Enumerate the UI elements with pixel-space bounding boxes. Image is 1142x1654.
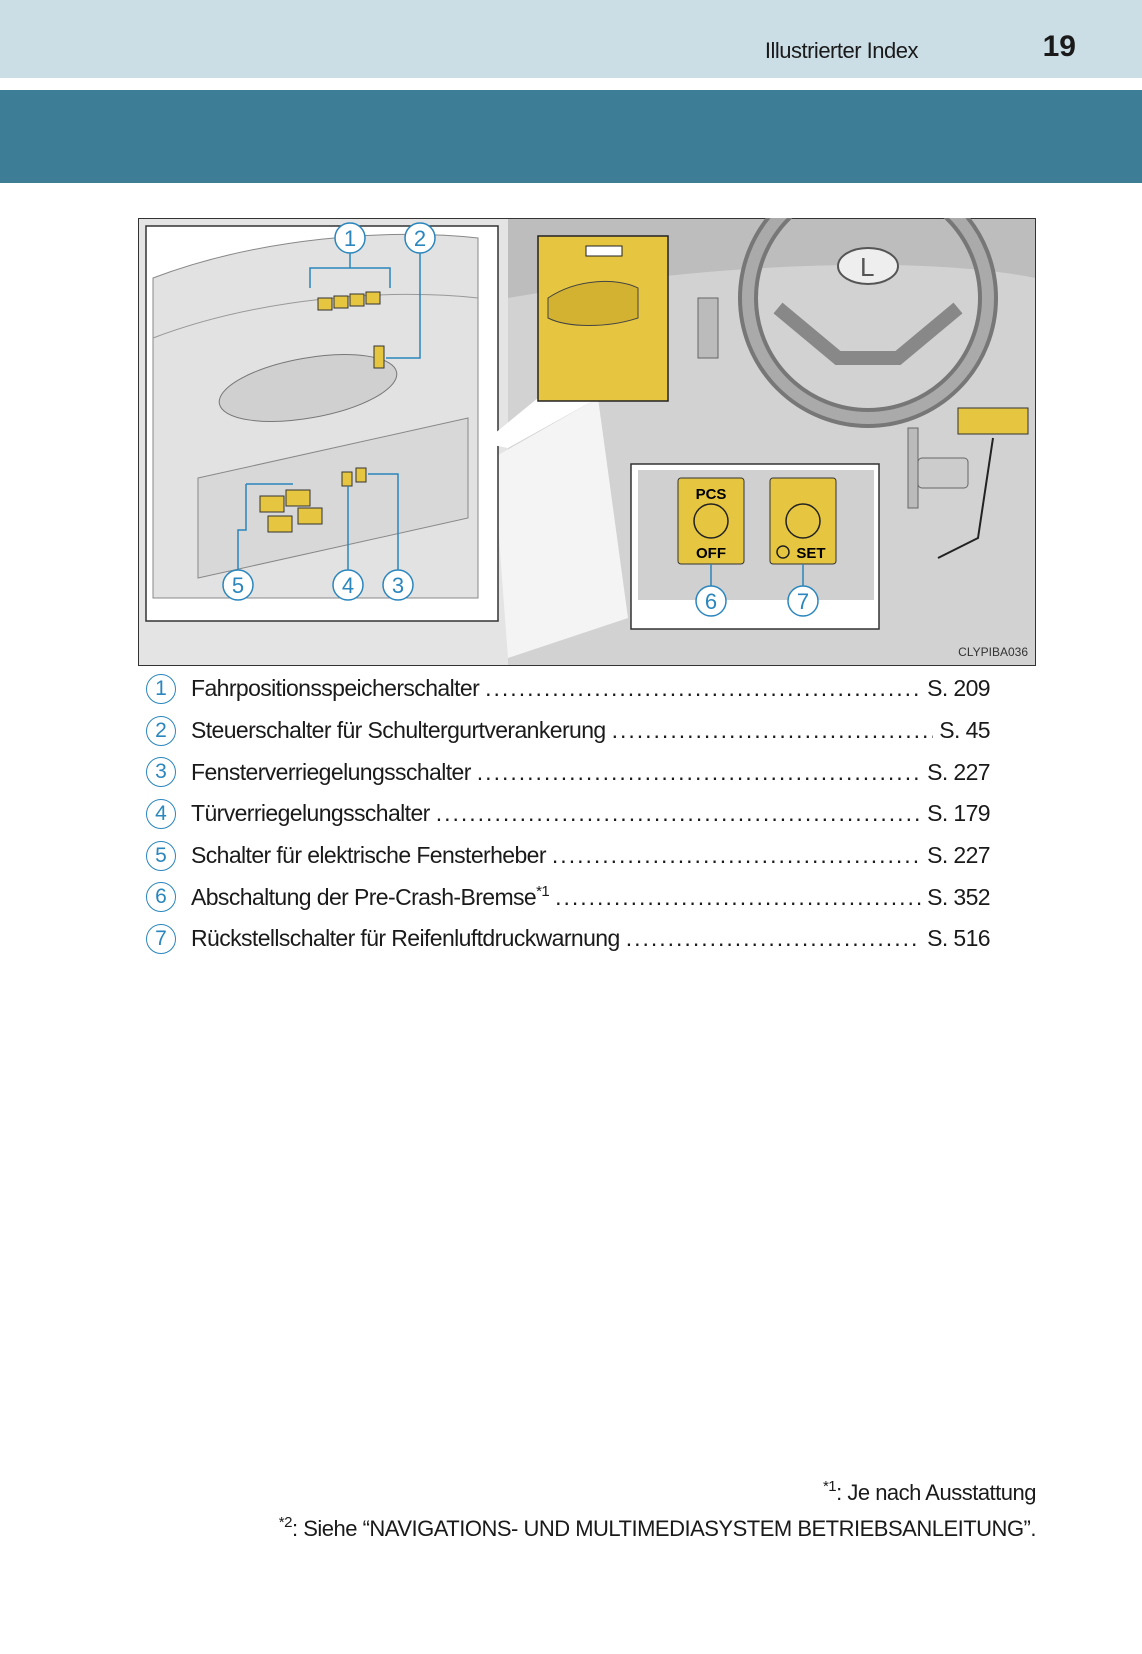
item-number: 6: [146, 882, 176, 912]
page-ref-link[interactable]: S. 45: [939, 717, 990, 744]
leader-dots: [477, 759, 921, 786]
callout-7: [788, 586, 818, 616]
page-ref-link[interactable]: S. 179: [927, 800, 990, 827]
svg-text:1: 1: [343, 226, 357, 251]
off-label: OFF: [696, 545, 726, 562]
item-label: Fahrpositionsspeicherschalter: [191, 675, 480, 702]
item-number: 5: [146, 841, 176, 871]
footnote-mark: *2: [278, 1514, 292, 1531]
item-label: Schalter für elektrische Fensterheber: [191, 842, 546, 869]
footnote-text: : Siehe “NAVIGATIONS- UND MULTIMEDIASYSTEM BETRIEBSANLEITUNG”.: [291, 1516, 1036, 1541]
callout-3: [383, 570, 413, 600]
callout-6: [696, 586, 726, 616]
list-item: [146, 835, 990, 877]
svg-text:3: 3: [391, 573, 405, 598]
callout-4: [333, 570, 363, 600]
index-list: [146, 668, 990, 960]
illustration-door-and-dashboard: [138, 218, 1036, 666]
callout-5: [223, 570, 253, 600]
list-item: [146, 710, 990, 752]
section-title: Illustrierter Index: [764, 38, 918, 63]
leader-dots: [612, 717, 934, 744]
svg-text:6: 6: [704, 589, 718, 614]
svg-text:2: 2: [413, 226, 427, 251]
list-item: [146, 751, 990, 793]
page-ref-link[interactable]: S. 352: [927, 883, 990, 910]
item-label-text: Abschaltung der Pre-Crash-Bremse: [191, 884, 537, 911]
leader-dots: [626, 925, 921, 952]
header-band: [0, 0, 1142, 78]
page-ref-link[interactable]: S. 209: [927, 675, 990, 702]
callout-2: [405, 223, 435, 253]
item-label: Fensterverriegelungsschalter: [191, 758, 471, 785]
item-number: 3: [146, 757, 176, 787]
svg-text:L: L: [860, 252, 875, 282]
item-number: 4: [146, 799, 176, 829]
item-number: 2: [146, 716, 176, 746]
footnote-1: [823, 1478, 1036, 1506]
item-number: 7: [146, 924, 176, 954]
footnote-text: : Je nach Ausstattung: [836, 1480, 1036, 1505]
set-label: SET: [796, 545, 826, 562]
footnote-marker: *1: [536, 883, 550, 901]
leader-dots: [552, 842, 921, 869]
leader-dots: [436, 800, 921, 827]
pcs-label: PCS: [695, 486, 727, 503]
item-label: [191, 883, 549, 911]
item-label: Türverriegelungsschalter: [191, 800, 430, 827]
page-ref-link[interactable]: S. 516: [927, 925, 990, 952]
footnote-mark: *1: [822, 1478, 837, 1495]
door-panel-illustration: [146, 226, 498, 621]
switch-inset: [631, 464, 879, 629]
leader-dots: [555, 884, 921, 911]
svg-text:5: 5: [231, 573, 245, 598]
list-item: [146, 793, 990, 835]
item-label: Rückstellschalter für Reifenluftdruckwarnung: [191, 925, 620, 952]
callout-1: [335, 223, 365, 253]
list-item: [146, 876, 990, 918]
leader-dots: [485, 675, 921, 702]
image-id: CLYPIBA036: [958, 645, 1028, 659]
svg-text:7: 7: [796, 589, 810, 614]
footnote-2: [279, 1514, 1036, 1542]
page-ref-link[interactable]: S. 227: [927, 758, 990, 785]
page-ref-link[interactable]: S. 227: [927, 842, 990, 869]
section-band: [0, 90, 1142, 183]
list-item: [146, 918, 990, 960]
page-number: 19: [1042, 30, 1076, 63]
svg-text:4: 4: [341, 573, 355, 598]
item-label: Steuerschalter für Schultergurtverankerung: [191, 717, 606, 744]
item-number: 1: [146, 674, 176, 704]
list-item: [146, 668, 990, 710]
